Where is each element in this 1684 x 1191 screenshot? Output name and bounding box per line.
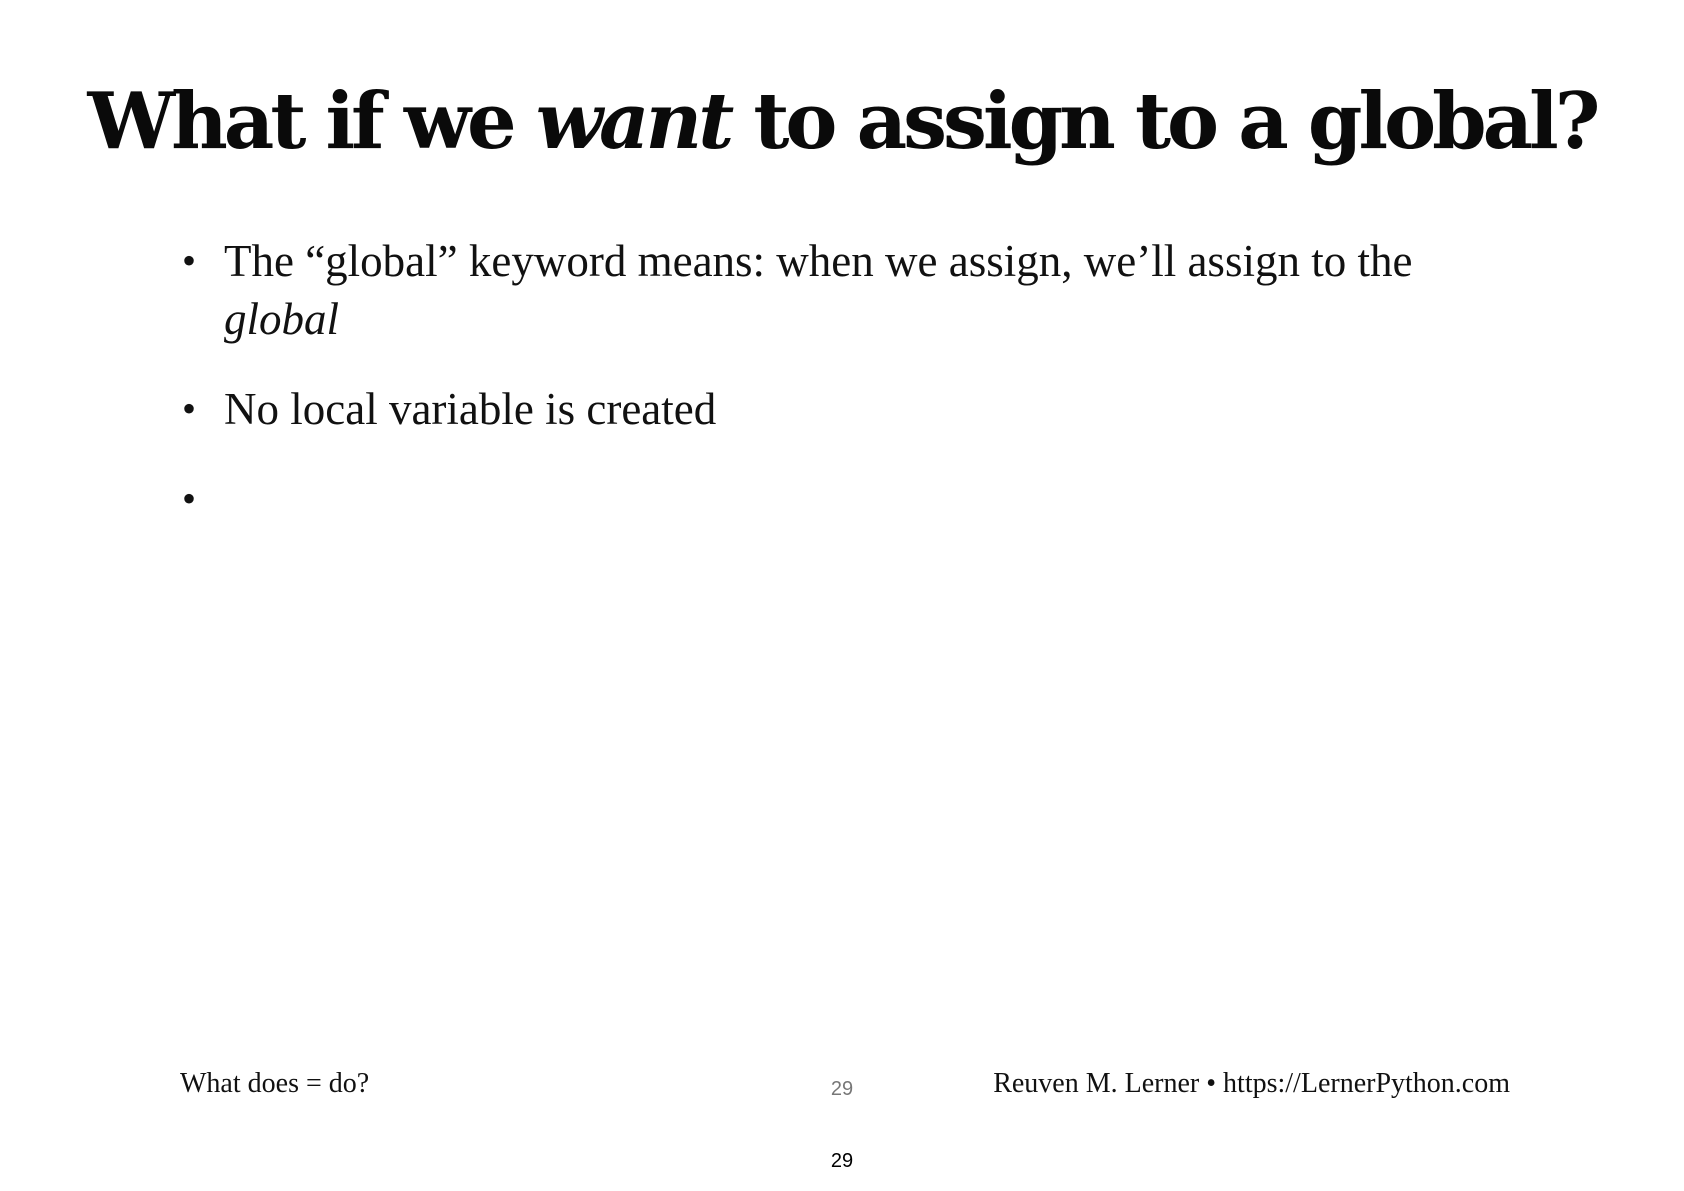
bullet-dot: • [182,476,197,521]
bullet-emphasis: global [224,294,340,344]
bullet-dot: • [182,238,197,283]
title-text-after: to assign to a global? [730,76,1597,167]
bullet-list [180,232,1520,560]
bullet-text: No local variable is created [224,384,717,434]
title-text-before: What if we [87,76,536,167]
footer-section-title: What does = do? [180,1068,370,1099]
bullet-item [180,470,1520,528]
bullet-item [180,380,1520,438]
footer-author: Reuven M. Lerner • https://LernerPython.com [993,1068,1510,1099]
bullet-text: The “global” keyword means: when we assign, we’ll assign to the [224,236,1413,286]
footer-slide-number: 29 [830,1078,854,1100]
page-number: 29 [830,1150,854,1172]
bullet-dot: • [182,386,197,431]
slide-title [0,72,1684,172]
title-emphasis: want [535,76,731,167]
bullet-item [180,232,1520,348]
